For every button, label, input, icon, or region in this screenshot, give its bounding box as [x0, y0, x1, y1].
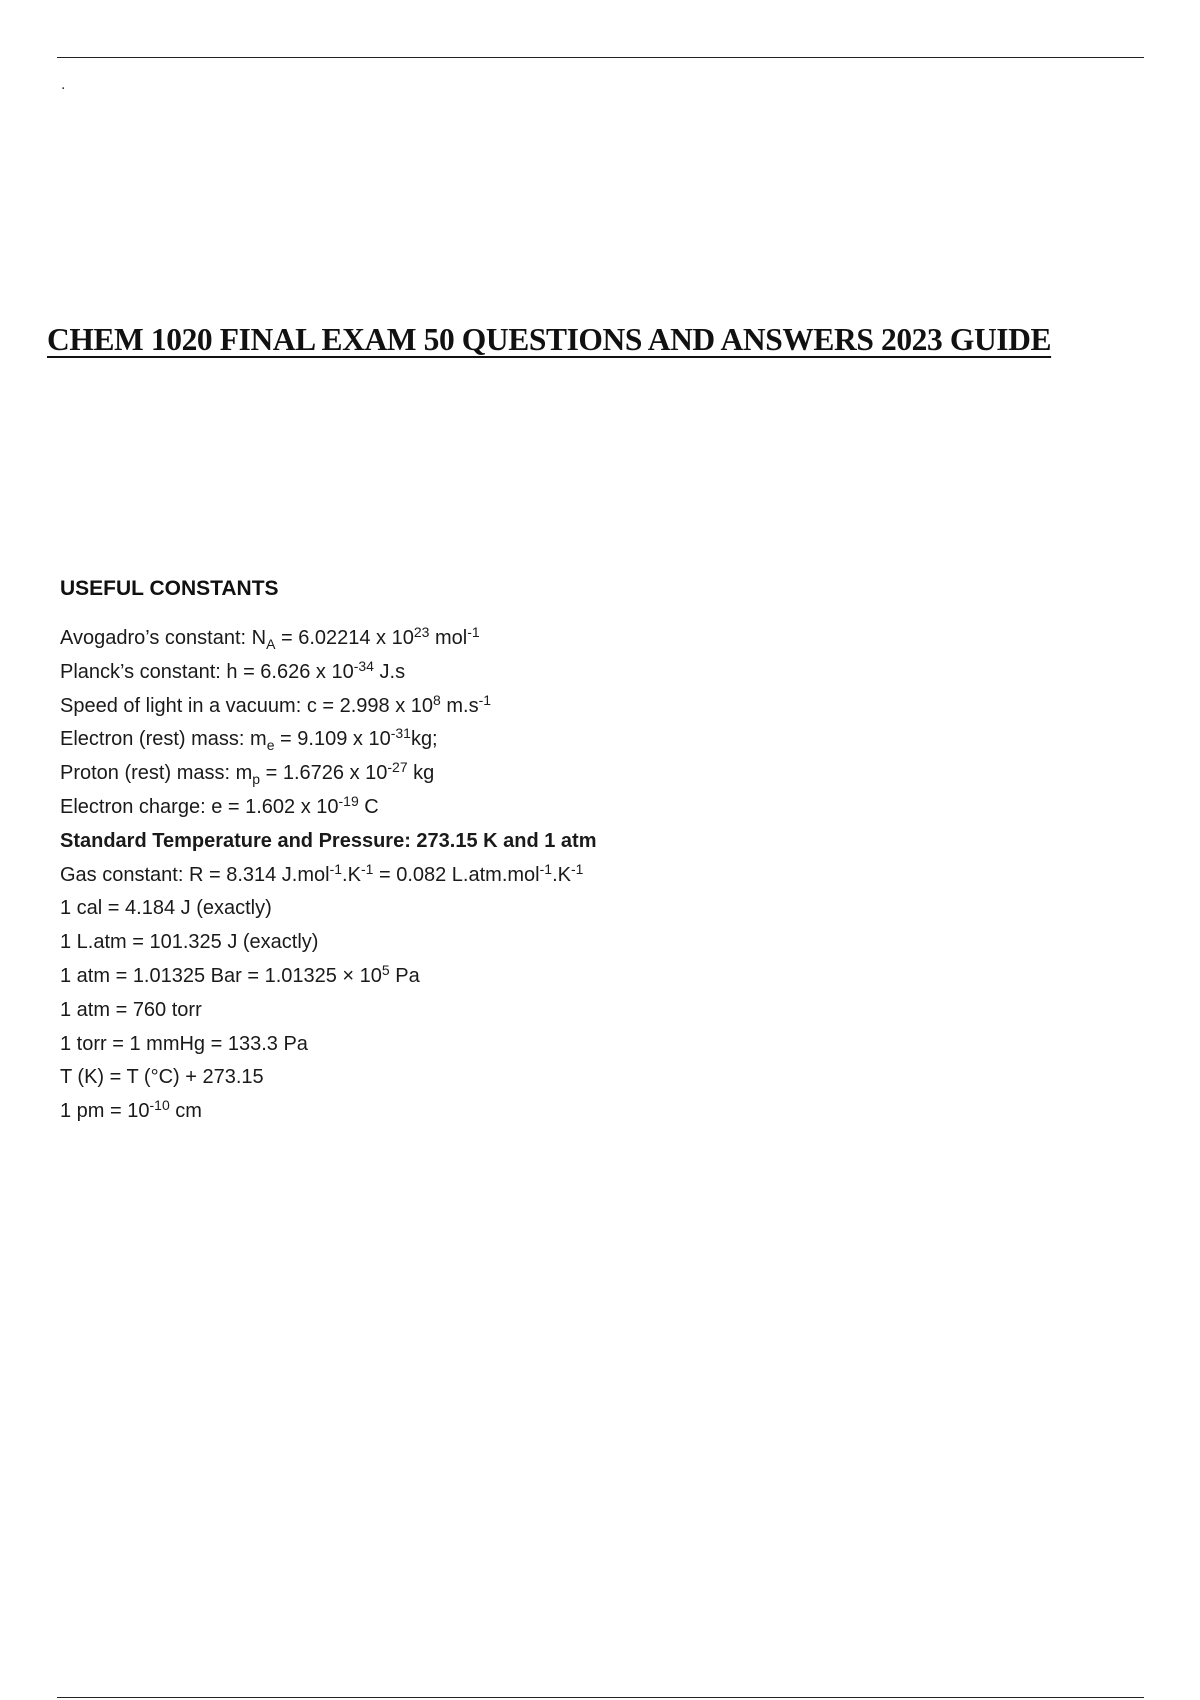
- superscript: -1: [467, 624, 480, 640]
- subscript: e: [266, 737, 275, 754]
- constant-text: Standard Temperature and Pressure: 273.15 K and 1 atm: [60, 829, 597, 852]
- constant-text: .K: [342, 863, 361, 886]
- superscript: -31: [390, 725, 411, 742]
- subscript: A: [266, 636, 276, 652]
- constant-text: = 9.109 x 10: [274, 728, 391, 751]
- constant-text: Planck’s constant: h = 6.626 x 10: [60, 660, 354, 683]
- constant-line: [60, 723, 597, 757]
- superscript: -1: [570, 860, 584, 877]
- constant-text: T (K) = T (°C) + 273.15: [60, 1066, 264, 1089]
- constant-text: = 0.082 L.atm.mol: [373, 863, 540, 886]
- superscript: 5: [381, 961, 390, 978]
- constant-text: Gas constant: R = 8.314 J.mol: [60, 863, 330, 886]
- constant-text: 1 torr = 1 mmHg = 133.3 Pa: [60, 1032, 308, 1055]
- constant-line: [60, 690, 597, 724]
- superscript: -34: [353, 657, 374, 674]
- constant-line: [60, 791, 597, 825]
- constant-text: Avogadro’s constant: N: [60, 627, 267, 649]
- constant-line: [60, 1095, 597, 1129]
- constant-text: kg: [407, 762, 435, 785]
- header-marker: .: [61, 76, 66, 93]
- constant-text: 1 cal = 4.184 J (exactly): [60, 897, 272, 920]
- constant-line: [60, 656, 597, 690]
- constant-line: [60, 892, 597, 926]
- constant-text: 1 pm = 10: [60, 1100, 150, 1123]
- constants-heading: USEFUL CONSTANTS: [60, 577, 279, 600]
- superscript: -1: [360, 860, 374, 877]
- constant-line: [60, 757, 597, 791]
- superscript: -27: [387, 759, 408, 776]
- constant-text: = 1.6726 x 10: [260, 762, 388, 785]
- constant-line: [60, 622, 597, 656]
- constant-line: [60, 825, 597, 859]
- constants-list: [60, 622, 597, 1129]
- constant-text: 1 L.atm = 101.325 J (exactly): [60, 931, 319, 954]
- constant-line: [60, 926, 597, 960]
- constant-text: C: [358, 795, 379, 818]
- constant-text: Electron charge: e = 1.602 x 10: [60, 795, 339, 818]
- constant-line: [60, 994, 597, 1028]
- constant-line: [60, 1061, 597, 1095]
- superscript: -1: [539, 860, 553, 877]
- superscript: -1: [329, 860, 343, 877]
- superscript: 8: [433, 691, 441, 708]
- superscript: 23: [413, 624, 430, 640]
- constant-text: = 6.02214 x 10: [275, 627, 414, 649]
- page-title: CHEM 1020 FINAL EXAM 50 QUESTIONS AND ANSWERS 2023 GUIDE: [47, 322, 1052, 357]
- constant-text: Proton (rest) mass: m: [60, 762, 253, 785]
- bottom-rule: [57, 1697, 1144, 1698]
- constant-text: J.s: [373, 660, 406, 683]
- constant-line: [60, 960, 597, 994]
- constant-text: 1 atm = 760 torr: [60, 998, 202, 1021]
- superscript: -19: [338, 792, 359, 809]
- superscript: -1: [478, 691, 492, 708]
- top-rule: [57, 57, 1144, 58]
- constant-text: kg;: [410, 728, 438, 751]
- constant-text: Pa: [389, 964, 420, 987]
- superscript: -10: [149, 1097, 170, 1114]
- constant-line: [60, 1028, 597, 1062]
- constant-line: [60, 859, 597, 893]
- constant-text: 1 atm = 1.01325 Bar = 1.01325 × 10: [60, 964, 382, 987]
- constant-text: mol: [429, 627, 468, 649]
- constant-text: Electron (rest) mass: m: [60, 728, 267, 751]
- constant-text: cm: [169, 1100, 202, 1123]
- constant-text: m.s: [440, 694, 479, 717]
- constant-text: .K: [552, 863, 571, 886]
- constant-text: Speed of light in a vacuum: c = 2.998 x 10: [60, 694, 434, 717]
- subscript: p: [252, 771, 261, 788]
